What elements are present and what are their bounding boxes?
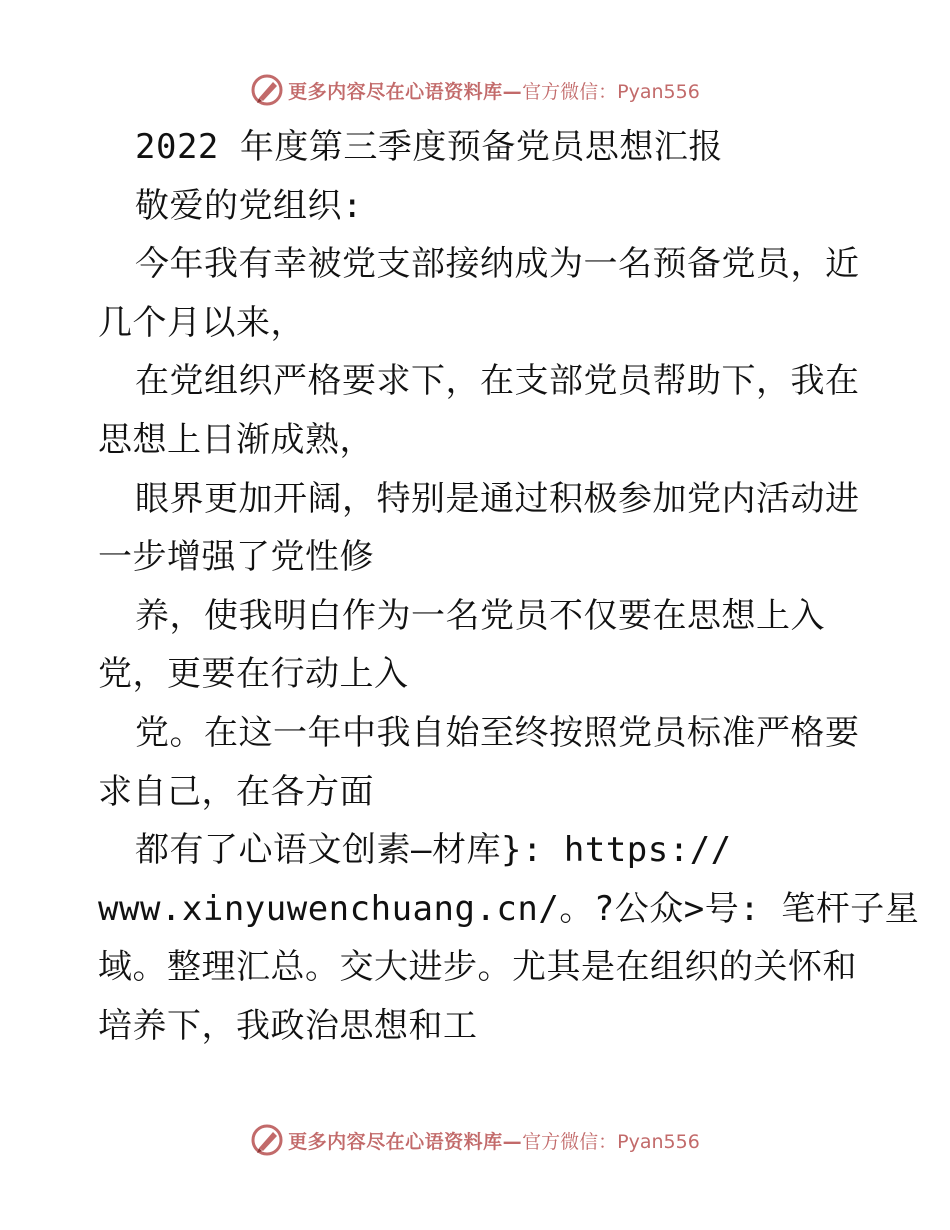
body-line: 思想上日渐成熟， <box>98 419 374 460</box>
body-line: www.xinyuwenchuang.cn/。?公众>号: 笔杆子星 <box>98 888 920 929</box>
body-line: 一步增强了党性修 <box>98 537 374 578</box>
body-line: 在党组织严格要求下，在支部党员帮助下，我在 <box>135 361 860 402</box>
document-title: 2022 年度第三季度预备党员思想汇报 <box>135 127 723 167</box>
body-line: 党。在这一年中我自始至终按照党员标准严格要 <box>135 712 860 753</box>
body-line: 都有了心语文创素—材库}: https:// <box>135 830 732 871</box>
body-line: 眼界更加开阔，特别是通过积极参加党内活动进 <box>135 478 860 519</box>
body-line: 养，使我明白作为一名党员不仅要在思想上入 <box>135 595 825 636</box>
pen-logo-icon <box>250 73 284 107</box>
banner-text: 更多内容尽在心语资料库— <box>288 1130 523 1153</box>
body-line: 培养下，我政治思想和工 <box>98 1005 478 1046</box>
header-banner <box>0 70 950 110</box>
pen-logo-icon <box>250 1123 284 1157</box>
body-line: 今年我有幸被党支部接纳成为一名预备党员，近 <box>135 244 860 285</box>
salutation: 敬爱的党组织: <box>135 185 363 226</box>
banner-contact: 官方微信：Pyan556 <box>522 1130 700 1153</box>
body-line: 域。整理汇总。交大进步。尤其是在组织的关怀和 <box>98 947 857 988</box>
footer-banner <box>0 1120 950 1160</box>
banner-contact: 官方微信：Pyan556 <box>522 80 700 103</box>
banner-text: 更多内容尽在心语资料库— <box>288 80 523 103</box>
body-line: 党，更要在行动上入 <box>98 654 409 695</box>
body-line: 几个月以来， <box>98 302 305 343</box>
document-body <box>98 118 920 1056</box>
body-line: 求自己，在各方面 <box>98 771 374 812</box>
